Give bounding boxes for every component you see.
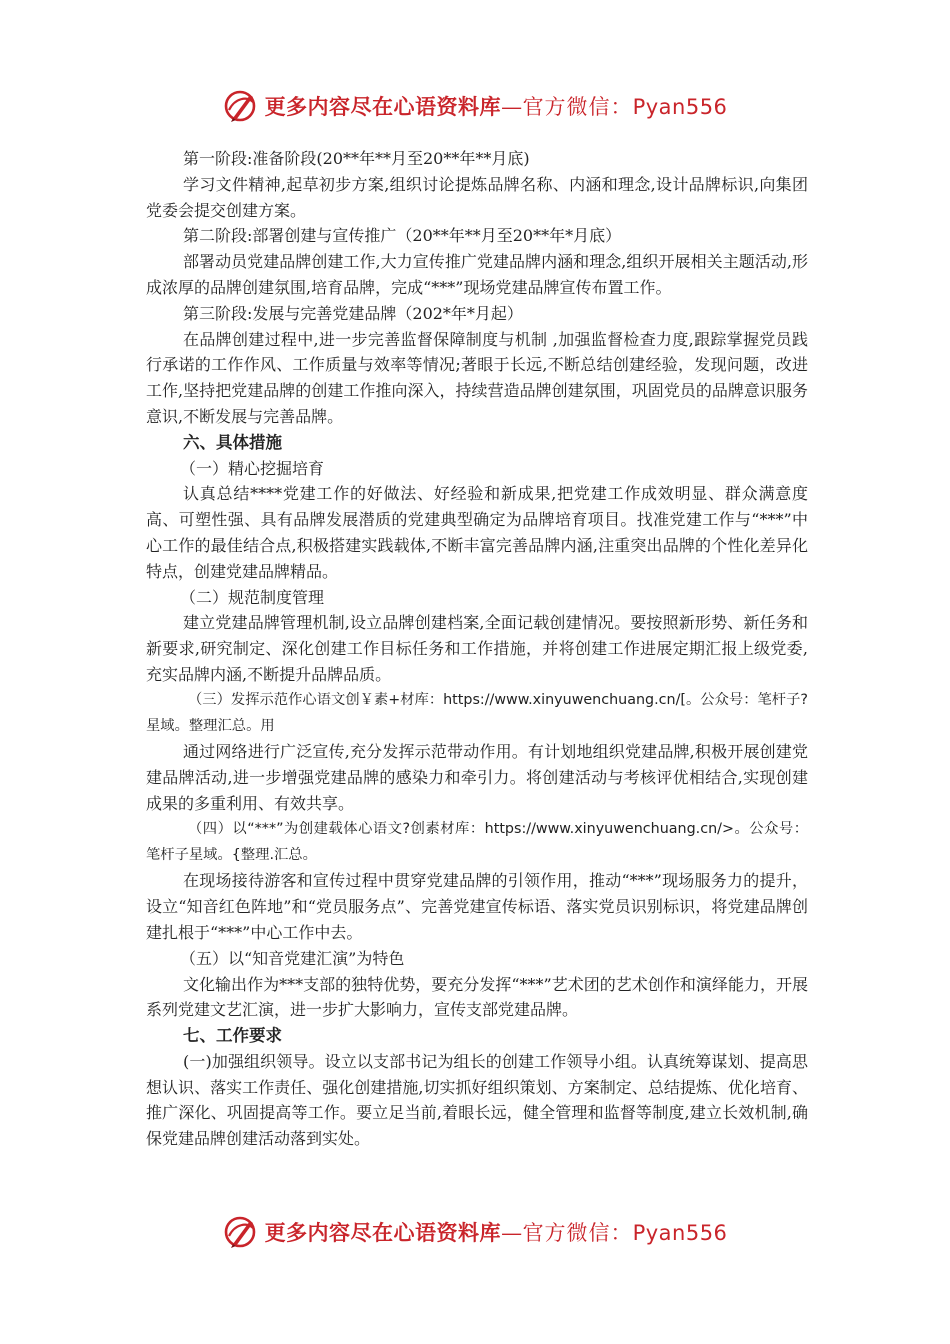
measure-five-title: （五）以“知音党建汇演”为特色	[180, 948, 405, 968]
pen-swirl-logo-icon	[223, 1214, 259, 1250]
stage-one-title: 第一阶段:准备阶段(20**年**月至20**年**月底)	[183, 149, 530, 168]
header-banner	[0, 86, 950, 126]
stage-two-body: 部署动员党建品牌创建工作,大力宣传推广党建品牌内涵和理念,组织开展相关主题活动,形成浓厚的品牌创建氛围,培育品牌，完成“***”现场党建品牌宣传布置工作。	[146, 252, 808, 297]
footer-banner-text	[265, 1217, 728, 1247]
banner-wechat-label: 官方微信：	[522, 95, 633, 119]
pen-swirl-logo-icon	[223, 88, 259, 124]
requirement-one-body: (一)加强组织领导。设立以支部书记为组长的创建工作领导小组。认真统筹谋划、提高思想认识、落实工作责任、强化创建措施,切实抓好组织策划、方案制定、总结提炼、优化培育、推广深化、巩固提高等工作。要立足当前,着眼长远，健全管理和监督等制度,建立长效机制,确保党建品牌创建活动落到实处。	[146, 1051, 808, 1149]
measure-three-title: （三）发挥示范作心语文创￥素+材库：https://www.xinyuwenchuang.cn/[。公众号：笔杆子?星域。整理汇总。用	[146, 691, 808, 734]
stage-two-title: 第二阶段:部署创建与宣传推广（20**年**月至20**年*月底）	[183, 226, 622, 246]
measure-one-title: （一）精心挖掘培育	[180, 458, 325, 478]
measure-three-body: 通过网络进行广泛宣传,充分发挥示范带动作用。有计划地组织党建品牌,积极开展创建党建品牌活动,进一步增强党建品牌的感染力和牵引力。将创建活动与考核评优相结合,实现创建成果的多重利用、有效共享。	[146, 742, 808, 813]
banner-dash: —	[501, 95, 523, 119]
measure-four-body: 在现场接待游客和宣传过程中贯穿党建品牌的引领作用，推动“***”现场服务力的提升，设立“知音红色阵地”和“党员服务点”、完善党建宣传标语、落实党员识别标识，将党建品牌创建扎根于“***”中心工作中去。	[146, 871, 808, 942]
measure-four-title: （四）以“***”为创建载体心语文?创素材库：https://www.xinyuwenchuang.cn/>。公众号：笔杆子星域。{整理.汇总。	[146, 820, 808, 863]
banner-title: 更多内容尽在心语资料库	[264, 94, 502, 119]
section-seven-heading: 七、工作要求	[183, 1026, 282, 1046]
document-body	[146, 146, 808, 1152]
stage-three-title: 第三阶段:发展与完善党建品牌（202*年*月起）	[183, 303, 523, 323]
footer-banner	[0, 1212, 950, 1252]
measure-two-body: 建立党建品牌管理机制,设立品牌创建档案,全面记载创建情况。要按照新形势、新任务和新要求,研究制定、深化创建工作目标任务和工作措施，并将创建工作进展定期汇报上级党委,充实品牌内涵,不断提升品牌品质。	[146, 613, 808, 684]
banner-wechat-id: Pyan556	[632, 1221, 728, 1245]
header-banner-text	[265, 91, 728, 121]
measure-one-body: 认真总结****党建工作的好做法、好经验和新成果,把党建工作成效明显、群众满意度高、可塑性强、具有品牌发展潜质的党建典型确定为品牌培育项目。找准党建工作与“***”中心工作的最佳结合点,积极搭建实践载体,不断丰富完善品牌内涵,注重突出品牌的个性化差异化特点，创建党建品牌精品。	[146, 484, 808, 581]
banner-dash: —	[501, 1221, 523, 1245]
measure-two-title: （二）规范制度管理	[180, 587, 325, 607]
banner-title: 更多内容尽在心语资料库	[264, 1220, 502, 1245]
measure-five-body: 文化输出作为***支部的独特优势，要充分发挥“***”艺术团的艺术创作和演绎能力，开展系列党建文艺汇演，进一步扩大影响力，宣传支部党建品牌。	[146, 974, 808, 1020]
stage-one-body: 学习文件精神,起草初步方案,组织讨论提炼品牌名称、内涵和理念,设计品牌标识,向集团党委会提交创建方案。	[146, 174, 808, 220]
banner-wechat-label: 官方微信：	[522, 1221, 633, 1245]
section-six-heading: 六、具体措施	[183, 432, 282, 452]
banner-wechat-id: Pyan556	[632, 95, 728, 119]
stage-three-body: 在品牌创建过程中,进一步完善监督保障制度与机制 ,加强监督检查力度,跟踪掌握党员践行承诺的工作作风、工作质量与效率等情况;著眼于长远,不断总结创建经验，发现问题，改进工作,坚持把党建品牌的创建工作推向深入，持续营造品牌创建氛围，巩固党员的品牌意识服务意识,不断发展与完善品牌。	[146, 329, 808, 426]
